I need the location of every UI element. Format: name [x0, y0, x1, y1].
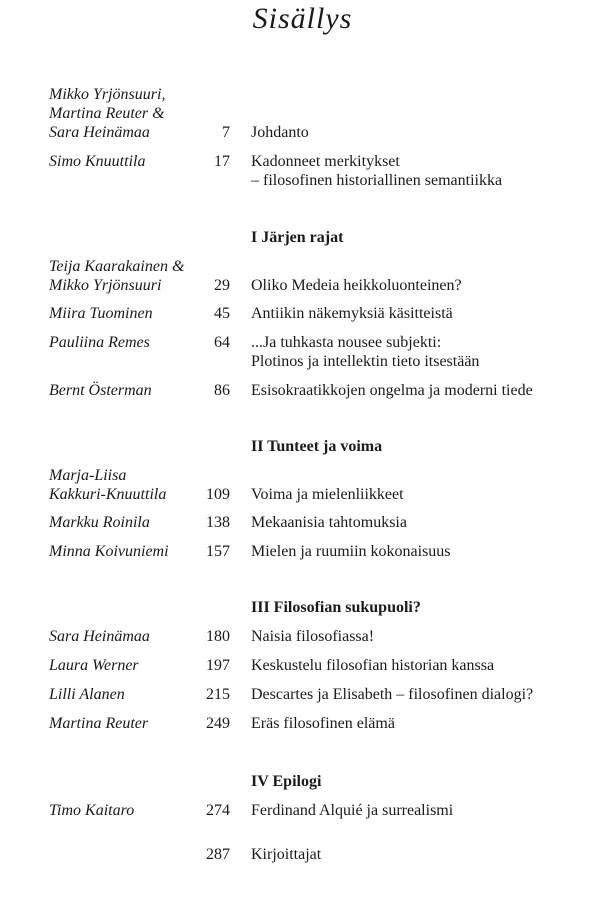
toc-entry — [0, 627, 605, 647]
section-heading: II Tunteet ja voima — [251, 438, 383, 455]
entry-title: Esisokraatikkojen ongelma ja moderni tiede — [251, 382, 533, 399]
toc-entry — [0, 542, 605, 562]
entry-author: Mikko Yrjönsuuri, Martina Reuter & Sara Heinämaa — [49, 86, 166, 141]
entry-page-number: 86 — [214, 382, 230, 399]
entry-author: Miira Tuominen — [49, 305, 153, 322]
entry-page-number: 157 — [206, 543, 230, 560]
section-heading: III Filosofian sukupuoli? — [251, 599, 421, 616]
entry-title: Voima ja mielenliikkeet — [251, 486, 404, 503]
toc-entry — [0, 656, 605, 676]
entry-title: Keskustelu filosofian historian kanssa — [251, 657, 495, 674]
entry-page-number: 109 — [206, 486, 230, 503]
toc-entry — [0, 801, 605, 821]
toc-entry — [0, 466, 605, 506]
entry-page-number: 29 — [214, 277, 230, 294]
toc-entry — [0, 381, 605, 401]
entry-author: Simo Knuuttila — [49, 153, 146, 170]
entry-page-number: 7 — [222, 124, 230, 141]
page-title: Sisällys — [252, 2, 353, 35]
entry-title: Kirjoittajat — [251, 846, 322, 863]
toc-entry — [0, 85, 605, 145]
toc-entry — [0, 685, 605, 705]
entry-page-number: 274 — [206, 802, 230, 819]
entry-title: Naisia filosofiassa! — [251, 628, 375, 645]
entry-title: Ferdinand Alquié ja surrealismi — [251, 802, 454, 819]
entry-title: Antiikin näkemyksiä käsitteistä — [251, 305, 453, 322]
entry-title: Eräs filosofinen elämä — [251, 715, 395, 732]
section-heading: I Järjen rajat — [251, 229, 344, 246]
section-heading: IV Epilogi — [251, 773, 322, 790]
entry-page-number: 249 — [206, 715, 230, 732]
entry-page-number: 287 — [206, 846, 230, 863]
entry-author: Martina Reuter — [49, 715, 149, 732]
entry-page-number: 64 — [214, 334, 230, 351]
entry-title: Oliko Medeia heikkoluonteinen? — [251, 277, 462, 294]
entry-title: Kadonneet merkitykset – filosofinen historiallinen semantiikka — [251, 153, 503, 189]
entry-author: Laura Werner — [49, 657, 139, 674]
entry-page-number: 138 — [206, 514, 230, 531]
entry-author: Teija Kaarakainen & Mikko Yrjönsuuri — [49, 258, 185, 294]
entry-title: Descartes ja Elisabeth – filosofinen dialogi? — [251, 686, 534, 703]
entry-author: Pauliina Remes — [49, 334, 150, 351]
entry-author: Marja-Liisa Kakkuri-Knuuttila — [49, 467, 167, 503]
entry-author: Minna Koivuniemi — [49, 543, 169, 560]
entry-author: Markku Roinila — [49, 514, 150, 531]
toc-entry — [0, 304, 605, 324]
entry-title: Mielen ja ruumiin kokonaisuus — [251, 543, 451, 560]
entry-title: ...Ja tuhkasta nousee subjekti: Plotinos ja intellektin tieto itsestään — [251, 334, 480, 370]
toc-entry — [0, 845, 605, 865]
entry-author: Lilli Alanen — [49, 686, 125, 703]
entry-page-number: 215 — [206, 686, 230, 703]
entry-title: Johdanto — [251, 124, 309, 141]
toc-entry — [0, 152, 605, 192]
toc-entry — [0, 333, 605, 373]
entry-author: Sara Heinämaa — [49, 628, 150, 645]
entry-title: Mekaanisia tahtomuksia — [251, 514, 407, 531]
entry-page-number: 180 — [206, 628, 230, 645]
toc-entry — [0, 513, 605, 533]
entry-page-number: 197 — [206, 657, 230, 674]
entry-page-number: 45 — [214, 305, 230, 322]
toc-entry — [0, 257, 605, 297]
entry-page-number: 17 — [214, 153, 230, 170]
entry-author: Bernt Österman — [49, 382, 152, 399]
entry-author: Timo Kaitaro — [49, 802, 135, 819]
toc-entry — [0, 714, 605, 734]
